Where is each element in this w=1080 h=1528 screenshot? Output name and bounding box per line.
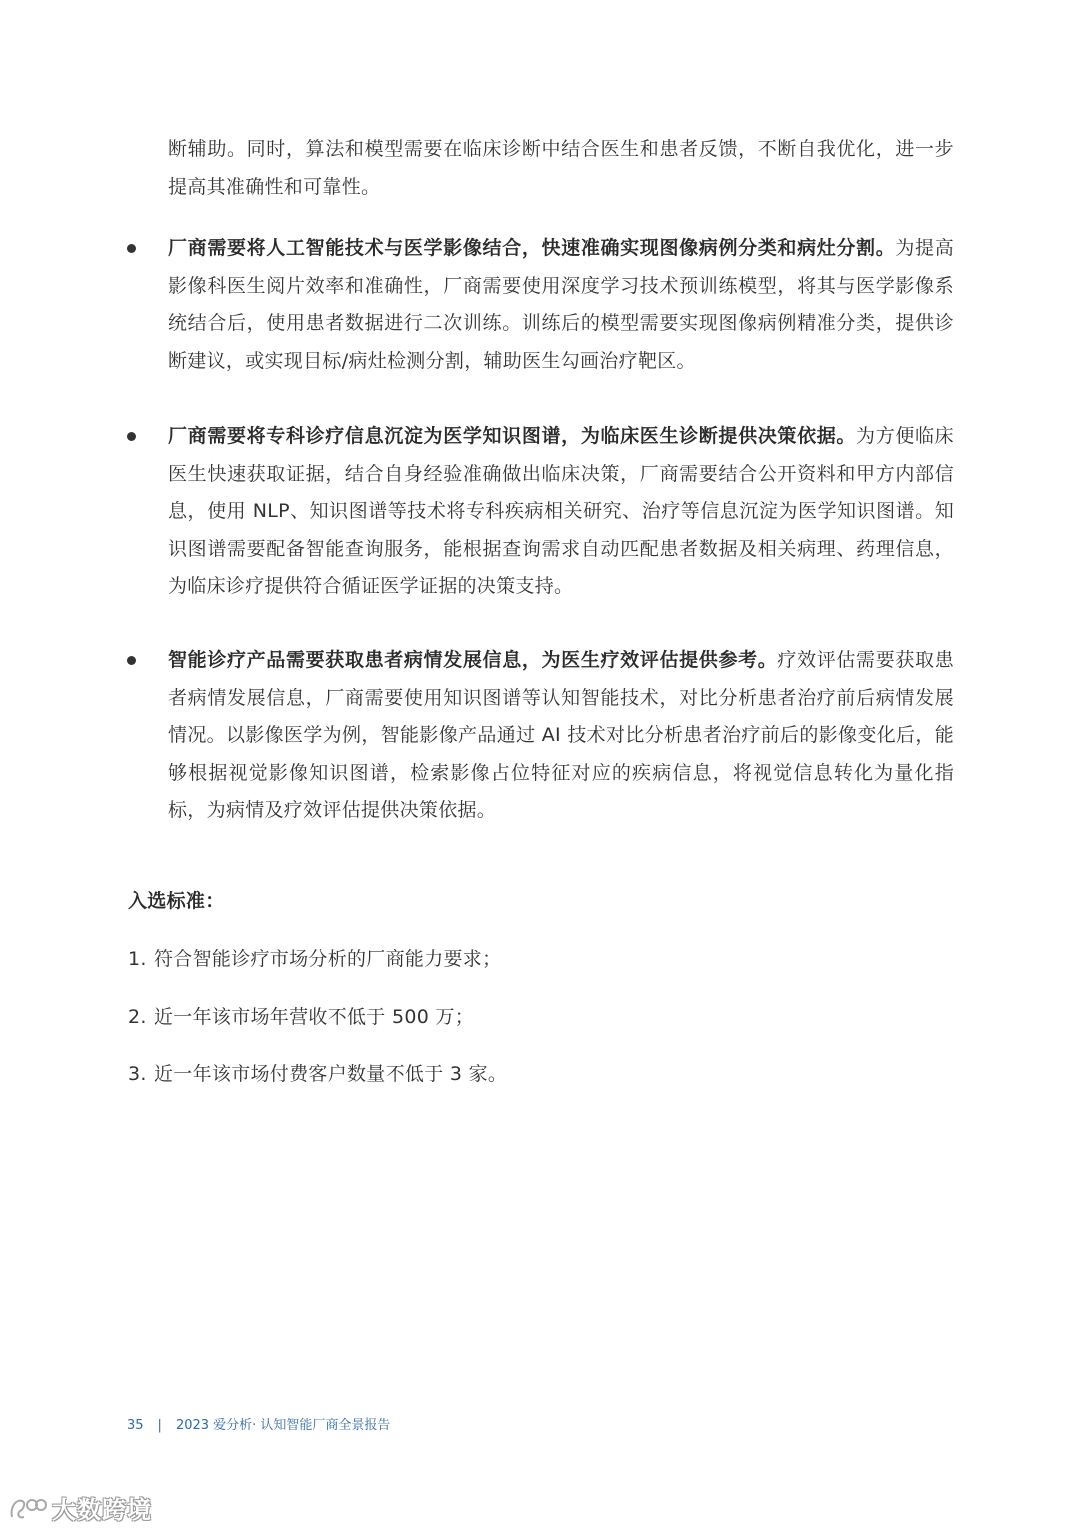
watermark-text: 大数跨境	[52, 1496, 152, 1524]
watermark	[8, 1490, 152, 1525]
criteria-item-number: 2.	[128, 1006, 147, 1028]
page-number: 35	[127, 1418, 144, 1433]
intro-paragraph: 断辅助。同时，算法和模型需要在临床诊断中结合医生和患者反馈，不断自我优化，进一步提高其准确性和可靠性。	[168, 138, 954, 198]
criteria-item-text: 近一年该市场付费客户数量不低于 3 家。	[154, 1063, 508, 1085]
report-title: 2023 爱分析· 认知智能厂商全景报告	[175, 1418, 391, 1433]
criteria-item	[128, 944, 501, 971]
bullet-paragraph-2	[168, 418, 954, 606]
watermark-logo-icon	[8, 1493, 48, 1523]
bullet-lead: 厂商需要将人工智能技术与医学影像结合，快速准确实现图像病例分类和病灶分割。	[168, 237, 896, 259]
bullet-lead: 智能诊疗产品需要获取患者病情发展信息，为医生疗效评估提供参考。	[168, 649, 778, 671]
bullet-paragraph-1	[168, 230, 954, 380]
criteria-item-text: 近一年该市场年营收不低于 500 万；	[154, 1006, 475, 1028]
bullet-body: 为提高影像科医生阅片效率和准确性，厂商需要使用深度学习技术预训练模型，将其与医学影像系统结合后，使用患者数据进行二次训练。训练后的模型需要实现图像病例精准分类，提供诊断建议，或实现目标/病灶检测分割，辅助医生勾画治疗靶区。	[168, 237, 954, 372]
bullet-body: 为方便临床医生快速获取证据，结合自身经验准确做出临床决策，厂商需要结合公开资料和甲方内部信息，使用 NLP、知识图谱等技术将专科疾病相关研究、治疗等信息沉淀为医学知识图谱。知识图谱需要配备智能查询服务，能根据查询需求自动匹配患者数据及相关病理、药理信息，为临床诊疗提供符合循证医学证据的决策支持。	[168, 425, 954, 597]
bullet-dot	[127, 432, 136, 441]
criteria-item	[128, 1059, 507, 1086]
criteria-item-number: 3.	[128, 1063, 147, 1085]
criteria-heading: 入选标准：	[128, 890, 225, 912]
page-footer	[127, 1414, 390, 1433]
footer-separator: |	[157, 1418, 162, 1433]
bullet-lead: 厂商需要将专科诊疗信息沉淀为医学知识图谱，为临床医生诊断提供决策依据。	[168, 425, 857, 447]
criteria-item-text: 符合智能诊疗市场分析的厂商能力要求；	[154, 948, 502, 970]
criteria-item-number: 1.	[128, 948, 147, 970]
criteria-item	[128, 1002, 474, 1029]
bullet-dot	[127, 656, 136, 665]
bullet-dot	[127, 244, 136, 253]
bullet-paragraph-3	[168, 642, 954, 830]
bullet-body: 疗效评估需要获取患者病情发展信息，厂商需要使用知识图谱等认知智能技术，对比分析患者治疗前后病情发展情况。以影像医学为例，智能影像产品通过 AI 技术对比分析患者治疗前后的影像变化后，能够根据视觉影像知识图谱，检索影像占位特征对应的疾病信息，将视觉信息转化为量化指标，为病情及疗效评估提供决策依据。	[168, 649, 954, 821]
